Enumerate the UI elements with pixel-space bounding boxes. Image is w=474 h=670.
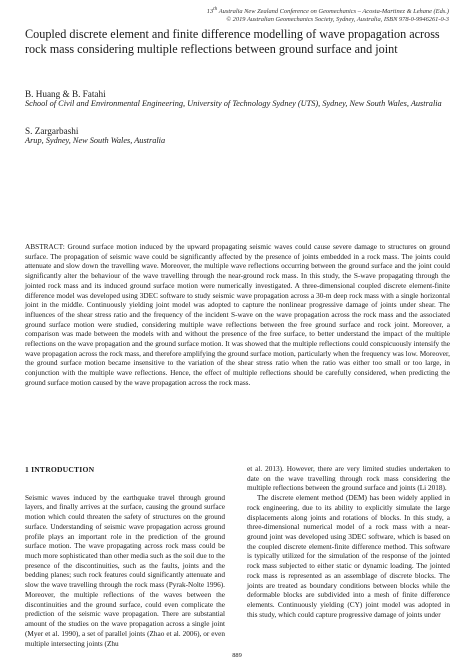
paper-title: Coupled discrete element and finite difference modelling of wave propagation across rock mass considering multiple reflections between ground surface and joint (25, 27, 440, 56)
abstract: ABSTRACT: Ground surface motion induced by the upward propagating seismic waves could cause severe damage to structures on ground surface. The propagation of seismic wave could be significantly affected by the presence of joints embedded in a rock mass. The joints could attenuate and slow down the travelling wave. Moreover, the multiple wave reflections occurring between the ground surface and the joint could significantly alter the behaviour of the wave travelling through the near-ground rock mass. In this study, the S-wave propagating through the jointed rock mass and its induced ground surface motion were numerically investigated. A three-dimensional coupled discrete element-finite difference model was developed using 3DEC software to study seismic wave propagation across a 30-m deep rock mass with a single horizontal joint in the middle. Continuously yielding joint model was adopted to capture the nonlinear progressive damage of joints under shear. The influences of the shear stress ratio and the frequency of the incident S-wave on the wave propagation across the rock mass and the associated ground surface motion were studied, considering multiple wave reflections between the free ground surface and rock joint. Moreover, a comparison was made between the models with and without the presence of the free surface, to better understand the impact of the multiple reflections on the wave propagation and the ground surface motion. It was showed that the multiple reflections could conspicuously intensify the wave propagation across the rock mass, and therefore amplifying the ground surface motion, particularly when the frequency was low. Moreover, the ground surface motion became insensitive to the variation of the shear stress ratio when the ratio was either too small or too large, in conjunction with the multiple wave reflections. Hence, the effect of multiple reflections should be carefully considered, when predicting the ground surface motion caused by the wave propagation across the rock mass. (25, 242, 450, 387)
author-group-2 (25, 126, 455, 146)
conference-name: Australia New Zealand Conference on Geomechanics – Acosta-Martinez & Lehane (Eds.) (217, 8, 449, 16)
body-paragraph: Seismic waves induced by the earthquake travel through ground layers, and finally arrives at the surface, causing the ground surface motion which could threaten the safety of structures on the ground surface. Understanding of seismic wave propagation across ground profile plays an important role in the prediction of the ground surface motion. The wave propagating across rock mass could be much more sophisticated than other media such as the soil due to the presence of the discontinuities, such as the faults, joints and the bedding planes; such rock features could significantly attenuate and slow the wave travelling through the rock mass (Pyrak-Nolte 1996). Moreover, the multiple reflections of the waves between the discontinuities and the ground surface, could even complicate the prediction of the seismic wave propagation. There are substantial amount of the studies on the wave propagation across a single joint (Myer et al. 1990), a set of parallel joints (Zhao et al. 2006), or even multiple intersecting joints (Zhu (25, 493, 225, 648)
author-group-1 (25, 89, 455, 109)
section-heading-introduction: 1 INTRODUCTION (25, 465, 95, 474)
author-affiliation: Arup, Sydney, New South Wales, Australia (25, 136, 166, 145)
left-column (25, 465, 225, 649)
author-affiliation: School of Civil and Environmental Engineering, University of Technology Sydney (UTS), Sydney, New South Wales, Australia (25, 99, 442, 108)
conference-header (207, 5, 449, 24)
conference-number-suffix: th (213, 6, 218, 12)
conference-line (207, 5, 449, 16)
copyright-line: © 2019 Australian Geomechanics Society, Sydney, Australia, ISBN 978-0-9946261-0-3 (226, 16, 449, 24)
author-names: B. Huang & B. Fatahi (25, 89, 106, 99)
conference-number: 13 (206, 8, 214, 16)
body-paragraph: et al. 2013). However, there are very limited studies undertaken to date on the wave travelling through rock mass considering the multiple reflections between the ground surface and joints (Li 2018). (247, 465, 450, 493)
page-number: 889 (232, 652, 242, 659)
right-column (247, 465, 450, 621)
body-paragraph: The discrete element method (DEM) has been widely applied in rock engineering, due to its ability to explicitly simulate the large displacements along joints and rotations of blocks. In this study, a three-dimensional numerical model of a rock mass with a near-ground joint was developed using 3DEC software, which is based on the coupled discrete element-finite difference method. This software is typically utilized for the simulation of the response of the jointed rock mass subjected to either static or dynamic loading. The jointed rock mass is represented as an assemblage of discrete blocks. The joints are treated as boundary conditions between blocks while the deformable blocks are subdivided into a mesh of finite difference elements. Continuously yielding (CY) joint model was adopted in this study, which could capture progressive damage of joints under (247, 494, 450, 619)
author-names: S. Zargarbashi (25, 126, 79, 136)
